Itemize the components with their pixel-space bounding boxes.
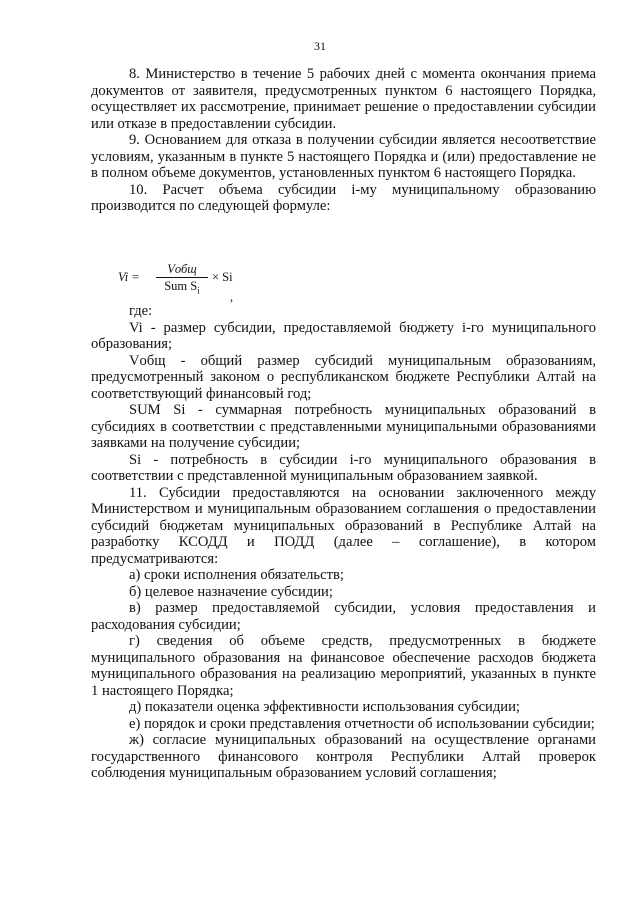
list-item-a: а) сроки исполнения обязательств; xyxy=(129,567,344,583)
definition-vi: Vi - размер субсидии, предоставляемой бюджету i-го муниципального образования; xyxy=(91,319,596,352)
list-item-g: г) сведения об объеме средств, предусмотренных в бюджете муниципального образования на финансовое обеспечение расходов бюджета муниципального образования на реализацию мероприятий, указанных в пункте 1 настоящего Порядка; xyxy=(91,633,596,699)
formula-lhs: Vi = xyxy=(118,270,140,284)
definition-sum-si: SUM Si - суммарная потребность муниципальных образований в субсидиях в соответствии с представленными муниципальными образованиями заявками на получение субсидии; xyxy=(91,402,596,451)
definition-si: Si - потребность в субсидии i-го муниципального образования в соответствии с представленной муниципальным образованием заявкой. xyxy=(91,451,596,484)
list-item-d: д) показатели оценка эффективности использования субсидии; xyxy=(129,699,520,715)
bottom-text-block xyxy=(91,303,596,782)
paragraph-10: 10. Расчет объема субсидии i-му муниципальному образованию производится по следующей формуле: xyxy=(91,181,596,214)
page-number: 31 xyxy=(314,39,326,53)
paragraph-11: 11. Субсидии предоставляются на основании заключенного между Министерством и муниципальным образованием соглашения о предоставлении субсидий бюджетам муниципальных образований в Республике Алтай на разработку КСОДД и ПОДД (далее – соглашение), в котором предусматриваются: xyxy=(91,484,596,567)
list-item-zh: ж) согласие муниципальных образований на осуществление органами государственного финансового контроля Республики Алтай проверок соблюдения муниципальным образованием условий соглашения; xyxy=(91,732,596,781)
definition-vobsh: Vобщ - общий размер субсидий муниципальным образованиям, предусмотренный законом о республиканском бюджете Республики Алтай на соответствующий финансовый год; xyxy=(91,352,596,402)
formula-denominator-sub: i xyxy=(197,285,200,296)
paragraph-9: 9. Основанием для отказа в получении субсидии является несоответствие условиям, указанным в пункте 5 настоящего Порядка и (или) предоставление не в полном объеме документов, установленных пунктом 6 настоящего Порядка. xyxy=(91,132,596,181)
formula-rhs: × Si xyxy=(212,270,233,284)
paragraph-8: 8. Министерство в течение 5 рабочих дней с момента окончания приема документов от заявителя, предусмотренных пунктом 6 настоящего Порядка, осуществляет их рассмотрение, принимает решение о предоставлении субсидии или отказе в предоставлении субсидии. xyxy=(91,66,596,132)
formula-denominator-text: Sum S xyxy=(164,279,198,293)
list-item-b: б) целевое назначение субсидии; xyxy=(129,583,333,600)
top-text-block xyxy=(91,66,596,215)
formula-denominator xyxy=(156,278,208,298)
list-item-v: в) размер предоставляемой субсидии, условия предоставления и расходования субсидии; xyxy=(91,600,596,633)
where-label: где: xyxy=(129,303,153,319)
formula-trailing-comma: , xyxy=(230,290,234,304)
formula-numerator: Vобщ xyxy=(156,262,208,278)
formula-fraction xyxy=(156,262,208,298)
list-item-e: е) порядок и сроки представления отчетности об использовании субсидии; xyxy=(129,715,595,732)
